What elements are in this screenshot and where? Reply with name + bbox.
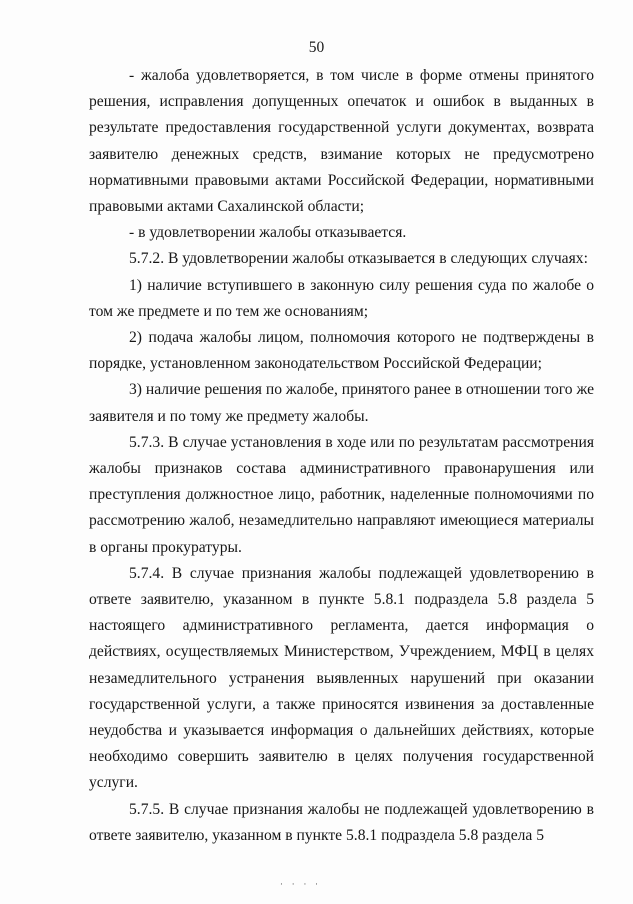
paragraph-5-7-2: 5.7.2. В удовлетворении жалобы отказывается в следующих случаях: bbox=[129, 250, 588, 268]
paragraph-5-7-3: 5.7.3. В случае установления в ходе или по результатам рассмотрения жалобы признаков состава административного правонарушения или преступления должностное лицо, работник, наделенные полномочиями по рассмотрению жалоб, незамедлительно направляют имеющиеся материалы в органы прокуратуры. bbox=[89, 433, 594, 556]
paragraph-5-7-4: 5.7.4. В случае признания жалобы подлежащей удовлетворению в ответе заявителю, указанном в пункте 5.8.1 подраздела 5.8 раздела 5 настоящего административного регламента, дается информация о действиях, осуществляемых Министерством, Учреждением, МФЦ в целях незамедлительного устранения выявленных нарушений при оказании государственной услуги, а также приносятся извинения за доставленные неудобства и указывается информация о дальнейших действиях, которые необходимо совершить заявителю в целях получения государственной услуги. bbox=[89, 564, 594, 792]
paragraph-5-7-5: 5.7.5. В случае признания жалобы не подлежащей удовлетворению в ответе заявителю, указанном в пункте 5.8.1 подраздела 5.8 раздела 5 bbox=[89, 800, 594, 844]
page-number: 50 bbox=[308, 39, 325, 56]
paragraph-complaint-refused: - в удовлетворении жалобы отказывается. bbox=[129, 224, 407, 242]
paragraph-refusal-reason-3: 3) наличие решения по жалобе, принятого ранее в отношении того же заявителя и по тому же предмету жалобы. bbox=[89, 381, 594, 425]
paragraph-refusal-reason-2: 2) подача жалобы лицом, полномочия которого не подтверждены в порядке, установленном законодательством Российской Федерации; bbox=[89, 329, 594, 373]
document-body bbox=[89, 63, 594, 849]
scan-artifact: · · · · bbox=[280, 880, 322, 890]
paragraph-complaint-satisfied: - жалоба удовлетворяется, в том числе в форме отмены принятого решения, исправления допущенных опечаток и ошибок в выданных в результате предоставления государственной услуги документах, возврата заявителю денежных средств, взимание которых не предусмотрено нормативными правовыми актами Российской Федерации, нормативными правовыми актами Сахалинской области; bbox=[89, 67, 594, 216]
paragraph-refusal-reason-1: 1) наличие вступившего в законную силу решения суда по жалобе о том же предмете и по тем же основаниям; bbox=[89, 276, 594, 320]
